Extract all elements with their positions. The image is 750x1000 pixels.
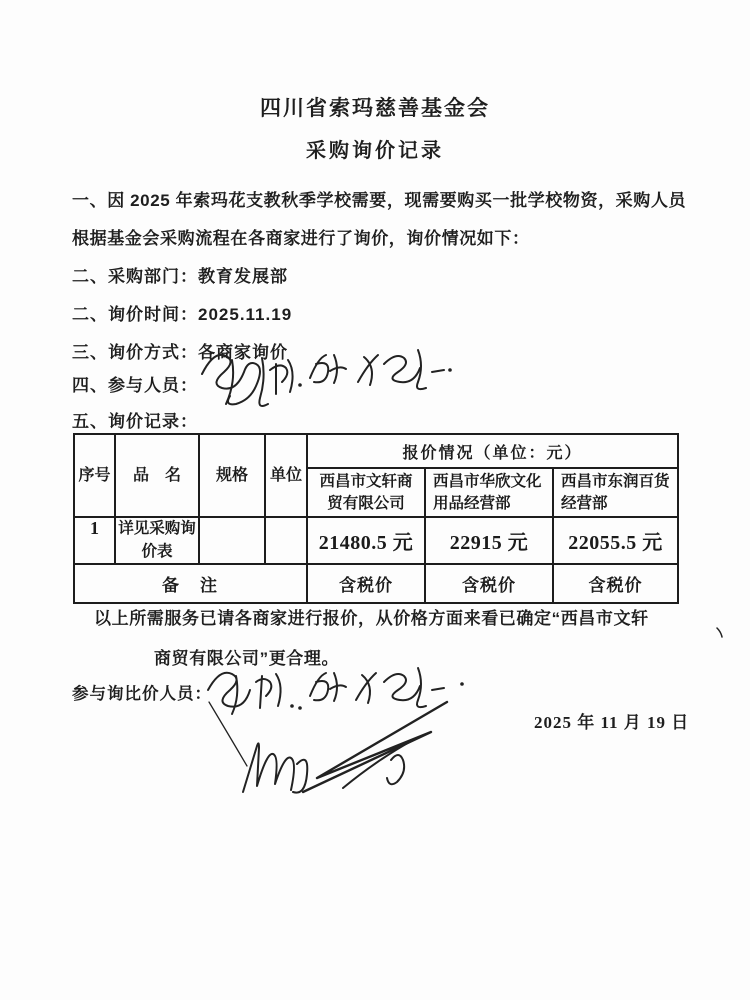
intro-paragraph-line-1: 一、因 2025 年索玛花支教秋季学校需要，现需要购买一批学校物资，采购人员 [72,191,687,210]
item-participants: 四、参与人员： [72,376,198,395]
remark-vendor-2: 含税价 [425,564,553,603]
column-header-spec: 规格 [199,434,265,517]
pen-mark-stroke [717,628,722,637]
signature-stroke [310,355,346,383]
quote-comparison-table [73,433,679,604]
remark-label: 备 注 [74,564,307,603]
vendor-header-2: 西昌市华欣文化用品经营部 [425,468,553,517]
signature-dot [448,368,452,372]
vendor-header-3: 西昌市东润百货经营部 [553,468,678,517]
signature-stroke [202,355,260,405]
signature-stroke [387,755,404,784]
signature-stroke [358,355,378,385]
signature-stroke [417,350,444,389]
signature-stroke [270,360,293,394]
row-quote-vendor-2: 22915 元 [425,517,553,564]
signature-stroke [243,743,294,792]
signature-stroke [259,358,268,406]
document-subtitle: 采购询价记录 [306,140,444,162]
signature-dot [298,383,302,387]
remark-vendor-3: 含税价 [553,564,678,603]
row-unit [265,517,307,564]
signature-stroke [303,702,447,792]
bottom-signatures-handwriting [195,690,465,808]
participants-signatures-handwriting [192,342,460,410]
closing-paragraph-line-1: 以上所需服务已请各商家进行报价，从价格方面来看已确定“西昌市文轩 [94,609,649,628]
row-spec [199,517,265,564]
remark-vendor-1: 含税价 [307,564,425,603]
intro-paragraph-line-2: 根据基金会采购流程在各商家进行了询价，询价情况如下： [72,229,530,248]
signature-stroke [209,702,247,766]
row-quote-vendor-1: 21480.5 元 [307,517,425,564]
column-header-quotes: 报价情况（单位：元） [307,434,678,468]
column-header-seq: 序号 [74,434,115,517]
comparison-participants-label: 参与询比价人员： [72,685,212,703]
item-inquiry-record: 五、询价记录： [72,412,198,431]
column-header-name: 品 名 [115,434,199,517]
closing-paragraph-line-2: 商贸有限公司”更合理。 [154,649,340,668]
vendor-header-1: 西昌市文轩商贸有限公司 [307,468,425,517]
row-quote-vendor-3: 22055.5 元 [553,517,678,564]
signature-stroke [293,760,307,793]
stray-pen-mark [714,626,726,640]
document-date: 2025 年 11 月 19 日 [534,713,690,732]
signature-dot [460,682,464,686]
signature-stroke [384,356,420,382]
item-inquiry-date: 二、询价时间：2025.11.19 [72,305,293,324]
row-item-name: 详见采购询价表 [115,517,199,564]
item-purchase-department: 二、采购部门：教育发展部 [72,267,288,286]
document-title: 四川省索玛慈善基金会 [260,97,490,120]
row-seq: 1 [74,517,115,564]
item-inquiry-method: 三、询价方式：各商家询价 [72,343,288,362]
column-header-unit: 单位 [265,434,307,517]
